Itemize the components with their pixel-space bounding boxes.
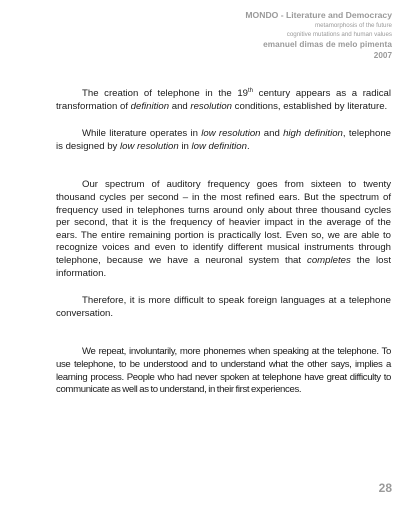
- paragraph-1: [56, 88, 391, 113]
- paragraph-3: [56, 179, 391, 280]
- p2-emphasis-2: high definition: [283, 128, 343, 140]
- header-author: emanuel dimas de melo pimenta: [263, 40, 392, 49]
- p3-text-a: Our spectrum of auditory frequency goes from sixteen to twenty thousand cycles per second – in the most refined ears. But the spectrum of frequency used in telephones turns around only about three thousand cycles per second, that it is the frequency of heavier impact in the average of the ears. The entire remaining portion is practically lost. Even so, we are able to recognize voices and even to identify different musical instruments through telephone, because we have a neuronal system that: [56, 179, 391, 266]
- paragraph-gap: [56, 280, 391, 295]
- paragraph-gap: [56, 320, 391, 346]
- p3-emphasis-completes: completes: [307, 254, 351, 266]
- p2-text-a: While literature operates in: [82, 128, 202, 140]
- p2-emphasis-4: low definition: [191, 140, 247, 152]
- page-number: 28: [378, 481, 392, 495]
- paragraph-gap: [56, 113, 391, 128]
- p1-text-b: century appears as a radical transformation of: [56, 88, 391, 112]
- p1-text-d: and: [169, 100, 191, 112]
- p4-text: Therefore, it is more difficult to speak foreign languages at a telephone conversation.: [56, 295, 391, 319]
- header-subtitle-2: cognitive mutations and human values: [286, 31, 392, 38]
- p1-emphasis-resolution: resolution: [190, 100, 233, 112]
- p2-emphasis-3: low resolution: [120, 140, 179, 152]
- paragraph-gap: [56, 153, 391, 179]
- header-book-title: MONDO - Literature and Democracy: [245, 10, 392, 20]
- paragraph-4: [56, 295, 391, 320]
- header-year: 2007: [373, 51, 392, 60]
- p2-emphasis-1: low resolution: [201, 128, 261, 140]
- p5-text: We repeat, involuntarily, more phonemes when speaking at the telephone. To use telephone, to be understood and to understand what the other says, implies a learning process. People who had never spoken at telephone have great difficulty to communicate as well as to understand, in their first experiences.: [56, 346, 391, 396]
- header-subtitle-1: metamorphosis of the future: [314, 22, 392, 29]
- p1-emphasis-definition: definition: [130, 100, 170, 112]
- p1-text-f: conditions, established by literature.: [232, 100, 388, 112]
- paragraph-5: [56, 346, 391, 396]
- p2-text-e: , telephone is designed by: [56, 128, 391, 152]
- paragraph-2: [56, 128, 391, 153]
- p3-text-c: the lost information.: [56, 254, 391, 279]
- p2-text-i: .: [246, 140, 250, 152]
- running-header: [245, 10, 392, 61]
- p1-text-a: The creation of telephone in the 19: [82, 88, 249, 99]
- p2-text-c: and: [260, 128, 284, 140]
- p2-text-g: in: [178, 140, 192, 152]
- p1-superscript: th: [248, 87, 254, 94]
- body-text: [56, 88, 391, 397]
